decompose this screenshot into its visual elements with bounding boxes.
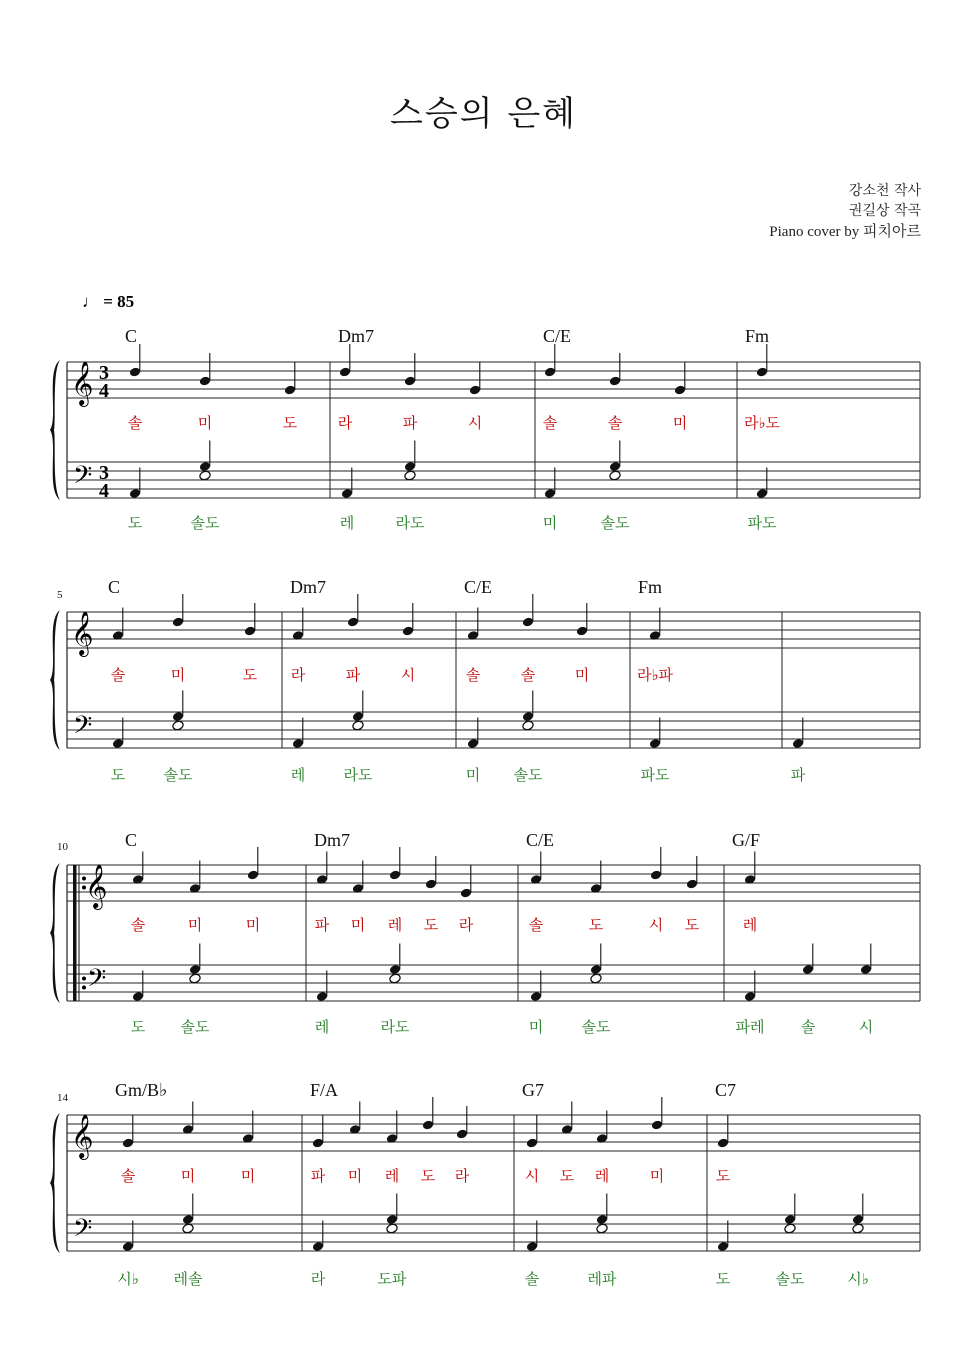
treble-note-label: 미: [180, 1167, 196, 1185]
treble-note-label: 미: [350, 916, 366, 934]
treble-time-sig-top: 3: [99, 362, 109, 384]
score-system: [50, 830, 920, 1036]
measure: [464, 577, 589, 784]
treble-note-label: 도: [282, 414, 298, 432]
bass-notehead: [352, 720, 365, 731]
composer-credit: 권길상 작곡: [848, 203, 921, 219]
treble-note-label: 파: [314, 916, 330, 934]
measure-number: 14: [57, 1092, 68, 1104]
measure: [115, 1080, 255, 1288]
chord-symbol: C7: [715, 1080, 737, 1100]
bass-time-sig-top: 3: [99, 462, 109, 484]
chord-symbol: Dm7: [314, 830, 350, 850]
treble-note-label: 솔: [465, 666, 481, 684]
bass-note-label: 파레: [735, 1018, 765, 1036]
measure-number: 5: [57, 589, 63, 601]
chord-symbol: C: [108, 577, 121, 597]
bass-note-label: 라: [310, 1270, 326, 1288]
bass-note-label: 도파: [377, 1270, 407, 1288]
bass-note-label: 레: [290, 766, 306, 784]
chord-symbol: Fm: [638, 577, 663, 597]
measure: [290, 577, 415, 784]
bass-note-label: 도: [110, 766, 126, 784]
measure: [744, 326, 781, 532]
score-system: [50, 577, 920, 784]
bass-note-label: 솔도: [600, 514, 630, 532]
bass-note-label: 파도: [747, 514, 777, 532]
bass-note-label: 시: [858, 1018, 874, 1036]
bass-notehead: [590, 973, 603, 984]
chord-symbol: C/E: [543, 326, 572, 346]
bass-notehead: [609, 470, 622, 481]
treble-note-label: 도: [423, 916, 439, 934]
chord-symbol: G7: [522, 1080, 544, 1100]
treble-note-label: 미: [649, 1167, 665, 1185]
treble-note-label: 파: [310, 1167, 326, 1185]
measure: [314, 830, 474, 1036]
measure: [543, 326, 688, 532]
treble-time-sig-bottom: 4: [99, 380, 109, 402]
bass-clef-icon: 𝄢: [73, 1214, 93, 1249]
bass-notehead: [172, 720, 185, 731]
repeat-dot: [82, 977, 86, 981]
bass-note-label: 솔도: [190, 514, 220, 532]
measure: [125, 830, 260, 1036]
treble-note-label: 솔: [607, 414, 623, 432]
brace: [50, 610, 60, 750]
treble-note-label: 레: [387, 916, 403, 934]
repeat-dot: [82, 986, 86, 990]
bass-note-label: 레: [314, 1018, 330, 1036]
measure: [108, 577, 258, 784]
bass-note-label: 시♭: [117, 1270, 139, 1288]
treble-note-label: 솔: [520, 666, 536, 684]
treble-clef-icon: 𝄞: [71, 361, 94, 405]
treble-note-label: 라: [290, 666, 306, 684]
chord-symbol: C: [125, 830, 138, 850]
measure: [338, 326, 483, 532]
treble-note-label: 라♭도: [743, 414, 781, 432]
treble-note-label: 미: [245, 916, 261, 934]
bass-note-label: 라도: [380, 1018, 410, 1036]
treble-note-label: 솔: [542, 414, 558, 432]
bass-note-label: 미: [465, 766, 481, 784]
score-title: 스승의 은혜: [389, 94, 578, 134]
measure: [732, 830, 873, 1036]
treble-staff: [67, 1115, 920, 1151]
brace: [50, 360, 60, 500]
treble-note-label: 미: [170, 666, 186, 684]
treble-note-label: 레: [384, 1167, 400, 1185]
treble-note-label: 도: [715, 1167, 731, 1185]
bass-note-label: 레솔: [173, 1270, 203, 1288]
bass-note-label: 솔도: [163, 766, 193, 784]
chord-symbol: C/E: [464, 577, 493, 597]
measure: [125, 326, 298, 532]
bass-note-label: 파도: [640, 766, 670, 784]
treble-note-label: 시: [467, 414, 483, 432]
chord-symbol: C: [125, 326, 138, 346]
treble-note-label: 솔: [110, 666, 126, 684]
treble-note-label: 시: [524, 1167, 540, 1185]
treble-clef-icon: 𝄞: [71, 1114, 94, 1158]
treble-note-label: 미: [672, 414, 688, 432]
chord-symbol: Fm: [745, 326, 770, 346]
treble-note-label: 도: [684, 916, 700, 934]
bass-note-label: 라도: [343, 766, 373, 784]
treble-note-label: 솔: [528, 916, 544, 934]
bass-note-label: 도: [127, 514, 143, 532]
measure: [637, 577, 674, 784]
treble-note-label: 시: [400, 666, 416, 684]
bass-notehead: [852, 1223, 865, 1234]
treble-note-label: 솔: [130, 916, 146, 934]
bass-notehead: [389, 973, 402, 984]
score-system: [50, 1080, 920, 1288]
bass-note-label: 미: [542, 514, 558, 532]
bass-clef-icon: 𝄢: [73, 711, 93, 746]
treble-note-label: 레: [594, 1167, 610, 1185]
measure: [715, 1080, 869, 1288]
treble-note-label: 솔: [120, 1167, 136, 1185]
chord-symbol: Dm7: [290, 577, 326, 597]
treble-staff: [67, 865, 920, 901]
treble-note-label: 솔: [127, 414, 143, 432]
treble-note-label: 도: [588, 916, 604, 934]
treble-note-label: 도: [420, 1167, 436, 1185]
bass-note-label: 솔: [800, 1018, 816, 1036]
chord-symbol: F/A: [310, 1080, 339, 1100]
treble-note-label: 라: [337, 414, 353, 432]
treble-note-label: 시: [648, 916, 664, 934]
bass-notehead: [404, 470, 417, 481]
bass-note-label: 솔도: [180, 1018, 210, 1036]
bass-notehead: [596, 1223, 609, 1234]
measure: [526, 830, 700, 1036]
treble-note-label: 레: [742, 916, 758, 934]
treble-note-label: 미: [240, 1167, 256, 1185]
quarter-note-icon: ♩: [82, 292, 99, 311]
treble-note-label: 라: [454, 1167, 470, 1185]
bass-time-sig-bottom: 4: [99, 480, 109, 502]
treble-clef-icon: 𝄞: [85, 864, 108, 908]
bass-notehead: [189, 973, 202, 984]
bass-note-label: 도: [130, 1018, 146, 1036]
bass-note-label: 솔: [524, 1270, 540, 1288]
bass-notehead: [784, 1223, 797, 1234]
cover-credit: Piano cover by 피치아르: [769, 224, 921, 240]
brace: [50, 1113, 60, 1253]
chord-symbol: C/E: [526, 830, 555, 850]
measure: [310, 1080, 470, 1288]
chord-symbol: Dm7: [338, 326, 374, 346]
treble-note-label: 미: [197, 414, 213, 432]
bass-note-label: 시♭: [847, 1270, 869, 1288]
bass-note-label: 솔도: [581, 1018, 611, 1036]
bass-note-label: 파: [790, 766, 806, 784]
treble-note-label: 도: [242, 666, 258, 684]
treble-staff: [67, 612, 920, 648]
measure-number: 10: [57, 841, 68, 853]
bass-clef-icon: 𝄢: [87, 964, 107, 999]
treble-note-label: 미: [574, 666, 590, 684]
measure: [791, 718, 806, 785]
bass-note-label: 라도: [395, 514, 425, 532]
bass-staff: [67, 462, 920, 498]
chord-symbol: Gm/B♭: [115, 1080, 168, 1100]
bass-note-label: 레파: [587, 1270, 617, 1288]
bass-notehead: [199, 470, 212, 481]
treble-clef-icon: 𝄞: [71, 611, 94, 655]
bass-clef-icon: 𝄢: [73, 461, 93, 496]
bass-note-label: 솔도: [513, 766, 543, 784]
tempo-value: = 85: [103, 292, 135, 311]
treble-note-label: 미: [347, 1167, 363, 1185]
score-system: [50, 326, 920, 532]
bass-note-label: 레: [339, 514, 355, 532]
measure: [522, 1080, 664, 1288]
treble-note-label: 미: [187, 916, 203, 934]
bass-notehead: [386, 1223, 399, 1234]
lyricist-credit: 강소천 작사: [848, 183, 921, 199]
bass-note-label: 도: [715, 1270, 731, 1288]
bass-staff: [67, 712, 920, 748]
treble-staff: [67, 362, 920, 398]
chord-symbol: G/F: [732, 830, 761, 850]
treble-note-label: 파: [345, 666, 361, 684]
treble-note-label: 라: [458, 916, 474, 934]
brace: [50, 863, 60, 1003]
bass-note-label: 솔도: [775, 1270, 805, 1288]
bass-note-label: 미: [528, 1018, 544, 1036]
bass-notehead: [522, 720, 535, 731]
treble-note-label: 파: [402, 414, 418, 432]
bass-notehead: [182, 1223, 195, 1234]
treble-note-label: 라♭파: [636, 666, 674, 684]
treble-note-label: 도: [559, 1167, 575, 1185]
repeat-thick-barline: [73, 865, 77, 1001]
